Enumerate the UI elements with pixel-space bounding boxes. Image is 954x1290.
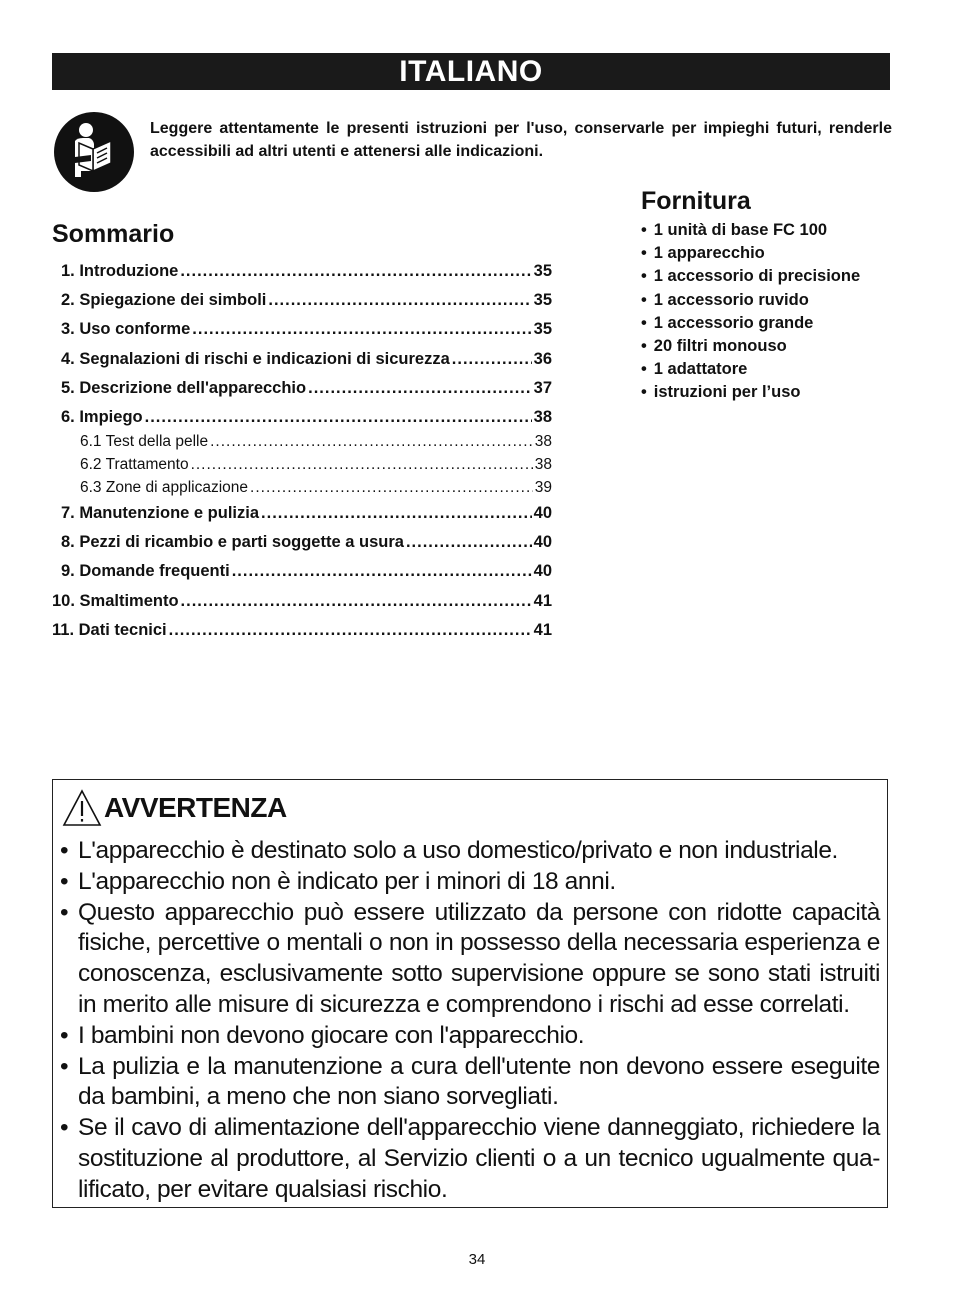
supply-title: Fornitura: [641, 187, 751, 215]
list-item: • 1 unità di base FC 100: [641, 219, 860, 242]
list-item: • 20 filtri monouso: [641, 335, 860, 358]
toc-title: Sommario: [52, 220, 175, 248]
toc-row[interactable]: 5. Descrizione dell'apparecchio ..... 37: [52, 379, 552, 408]
warning-title: AVVERTENZA: [104, 792, 287, 823]
list-item: • 1 apparecchio: [641, 242, 860, 265]
intro-text: Leggere attentamente le presenti istruzioni per l'uso, conservarle per impieghi futuri, renderle accessibili ad altri utenti e attenersi alle indicazioni.: [150, 120, 892, 160]
list-item: • 1 accessorio grande: [641, 312, 860, 335]
toc-row[interactable]: 11. Dati tecnici ..... 41: [52, 621, 552, 650]
page-number: 34: [468, 1251, 486, 1268]
supply-list: [641, 219, 860, 405]
table-of-contents: [52, 262, 552, 650]
toc-row[interactable]: 2. Spiegazione dei simboli ..... 35: [52, 291, 552, 320]
toc-subrow[interactable]: 6.3 Zone di applicazione ..... 39: [52, 479, 552, 504]
toc-subrow[interactable]: 6.2 Trattamento ..... 38: [52, 456, 552, 479]
warning-item: • I bambini non devono giocare con l'apparecchio.: [60, 1021, 880, 1052]
warning-list: [60, 836, 880, 1206]
warning-item: • Se il cavo di alimentazione dell'apparecchio viene danneggiato, richiedere la sostituzione al produttore, al Servizio clienti o a un tecnico ugualmente qua-lificato, per evitare qualsiasi rischio.: [60, 1113, 880, 1205]
toc-row[interactable]: 7. Manutenzione e pulizia ..... 40: [52, 504, 552, 533]
toc-row[interactable]: 6. Impiego ..... 38: [52, 408, 552, 433]
toc-row[interactable]: 1. Introduzione ..... 35: [52, 262, 552, 291]
toc-row[interactable]: 4. Segnalazioni di rischi e indicazioni di sicurezza ..... 36: [52, 350, 552, 379]
toc-row[interactable]: 10. Smaltimento ..... 41: [52, 592, 552, 621]
toc-row[interactable]: 3. Uso conforme ..... 35: [52, 320, 552, 349]
warning-item: • L'apparecchio è destinato solo a uso domestico/privato e non industriale.: [60, 836, 880, 867]
read-manual-icon: [53, 111, 135, 193]
list-item: • 1 adattatore: [641, 358, 860, 381]
warning-item: • La pulizia e la manutenzione a cura dell'utente non devono essere eseguite da bambini, a meno che non siano sorvegliati.: [60, 1052, 880, 1114]
toc-row[interactable]: 8. Pezzi di ricambio e parti soggette a usura ..... 40: [52, 533, 552, 562]
language-header: ITALIANO: [52, 53, 890, 90]
warning-item: • Questo apparecchio può essere utilizzato da persone con ridotte capacità fisiche, percettive o mentali o non in possesso della necessaria esperienza e conoscenza, esclusivamente sotto supervisione oppure se sono stati istruiti in merito alle misure di sicurezza e comprendono i rischi ad esse correlati.: [60, 898, 880, 1021]
list-item: • istruzioni per l’uso: [641, 381, 860, 404]
list-item: • 1 accessorio ruvido: [641, 289, 860, 312]
warning-item: • L'apparecchio non è indicato per i minori di 18 anni.: [60, 867, 880, 898]
warning-triangle-icon: [62, 788, 102, 828]
toc-row[interactable]: 9. Domande frequenti ..... 40: [52, 562, 552, 591]
list-item: • 1 accessorio di precisione: [641, 265, 860, 288]
toc-subrow[interactable]: 6.1 Test della pelle ..... 38: [52, 433, 552, 456]
